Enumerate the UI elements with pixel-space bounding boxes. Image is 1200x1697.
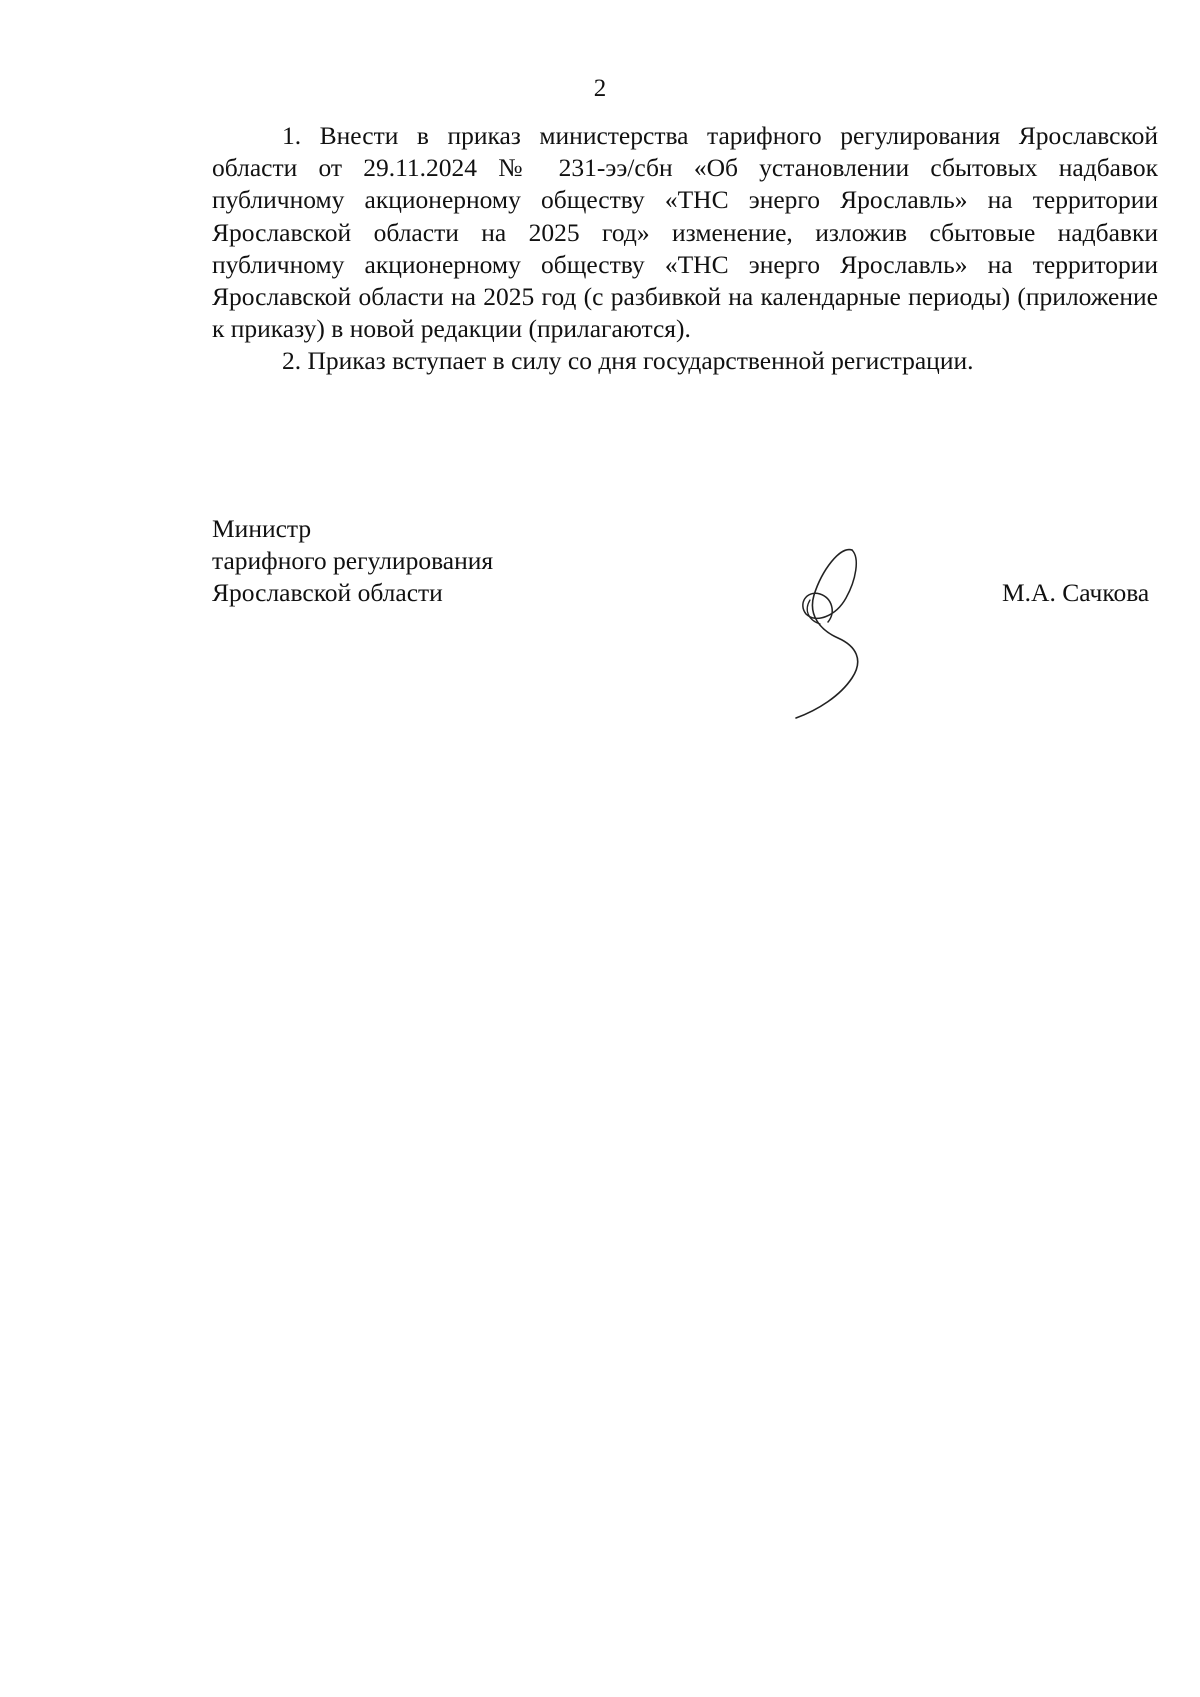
signatory-title-line-3: Ярославской области — [212, 578, 443, 608]
page-number: 2 — [593, 75, 607, 102]
handwritten-signature — [780, 540, 890, 720]
signatory-position — [212, 513, 493, 610]
signatory-title-line-2: тарифного регулирования — [212, 546, 494, 576]
document-body — [212, 120, 1158, 378]
paragraph-2: 2. Приказ вступает в силу со дня государственной регистрации. — [282, 346, 974, 376]
signatory-title-line-1: Министр — [212, 514, 312, 543]
signer-name: М.А. Сачкова — [1002, 578, 1150, 607]
paragraph-1: 1. Внести в приказ министерства тарифного регулирования Ярославской области от 29.11.2024 № 231-ээ/сбн «Об установлении сбытовых надбавок публичному акционерному обществу «ТНС энерго Ярославль» на территории Ярославской области на 2025 год» изменение, изложив сбытовые надбавки публичному акционерному обществу «ТНС энерго Ярославль» на территории Ярославской области на 2025 год (с разбивкой на календарные периоды) (приложение к приказу) в новой редакции (прилагаются). — [212, 121, 1158, 344]
